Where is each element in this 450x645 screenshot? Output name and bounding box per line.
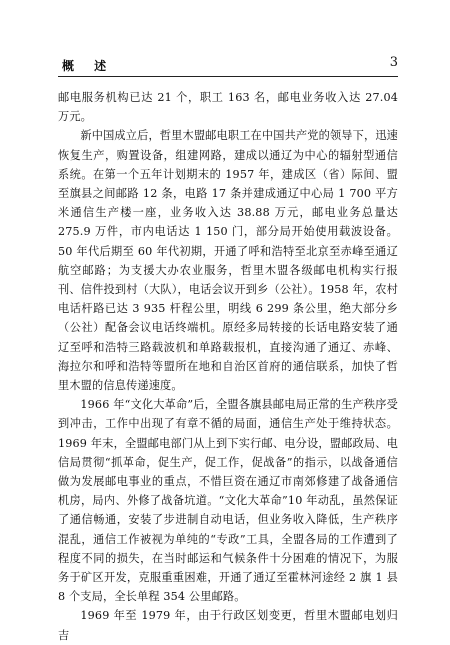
- paragraph-continuation: 邮电服务机构已达 21 个，职工 163 名，邮电业务收入达 27.04 万元。: [58, 91, 398, 124]
- running-header: [58, 55, 398, 75]
- section-title: 概 述: [62, 59, 115, 73]
- body-text: [58, 88, 398, 645]
- header-rule: [58, 76, 398, 77]
- page-number: 3: [389, 55, 398, 70]
- paragraph-founding: 新中国成立后，哲里木盟邮电职工在中国共产党的领导下，迅速恢复生产，购置设备，组建网路，建成以通辽为中心的辐射型通信系统。在第一个五年计划期末的 1957 年，建成区（省）际间、盟至旗县之间邮路 12 条，电路 17 条并建成通辽中心局 1 700 平方米通信生产楼一座，业务收入达 38.88 万元，邮电业务总量达 275.9 万件，市内电话达 1 150 门，部分局开始使用载波设备。50 年代后期至 60 年代初期，开通了呼和浩特至北京至赤峰至通辽航空邮路；为支援大办农业服务，哲里木盟各级邮电机构实行报刊、信件投到村（大队），电话会议开到乡（公社）。1958 年，农村电话杆路已达 3 935 杆程公里，明线 6 299 条公里，绝大部分乡（公社）配备会议电话终端机。原经多局转接的长话电路安装了通辽至呼和浩特三路载波机和单路载报机，直接沟通了通辽、赤峰、海拉尔和呼和浩特等盟所在地和自治区首府的通信联系，加快了哲里木盟的信息传递速度。: [58, 129, 398, 393]
- paragraph-1969-1979: 1969 年至 1979 年，由于行政区划变更，哲里木盟邮电划归吉: [58, 609, 398, 642]
- paragraph-cultural-revolution: 1966 年“文化大革命”后，全盟各旗县邮电局正常的生产秩序受到冲击，工作中出现了有章不循的局面，通信生产处于维持状态。1969 年末，全盟邮电部门从上到下实行邮、电分设，盟邮政局、电信局贯彻“抓革命，促生产，促工作，促战备”的指示，以战备通信做为发展邮电事业的重点，不惜巨资在通辽市南郊修建了战备通信机房，局内、外修了战备坑道。“文化大革命”10 年动乱，虽然保证了通信畅通，安装了步进制自动电话，但业务收入降低，生产秩序混乱，通信工作被视为单纯的“专政”工具，全盟各局的工作遭到了程度不同的损失，在当时邮运和气候条件十分困难的情况下，为服务于矿区开发，克服重重困难，开通了通辽至霍林河途经 2 旗 1 县 8 个支局，全长单程 354 公里邮路。: [58, 398, 398, 604]
